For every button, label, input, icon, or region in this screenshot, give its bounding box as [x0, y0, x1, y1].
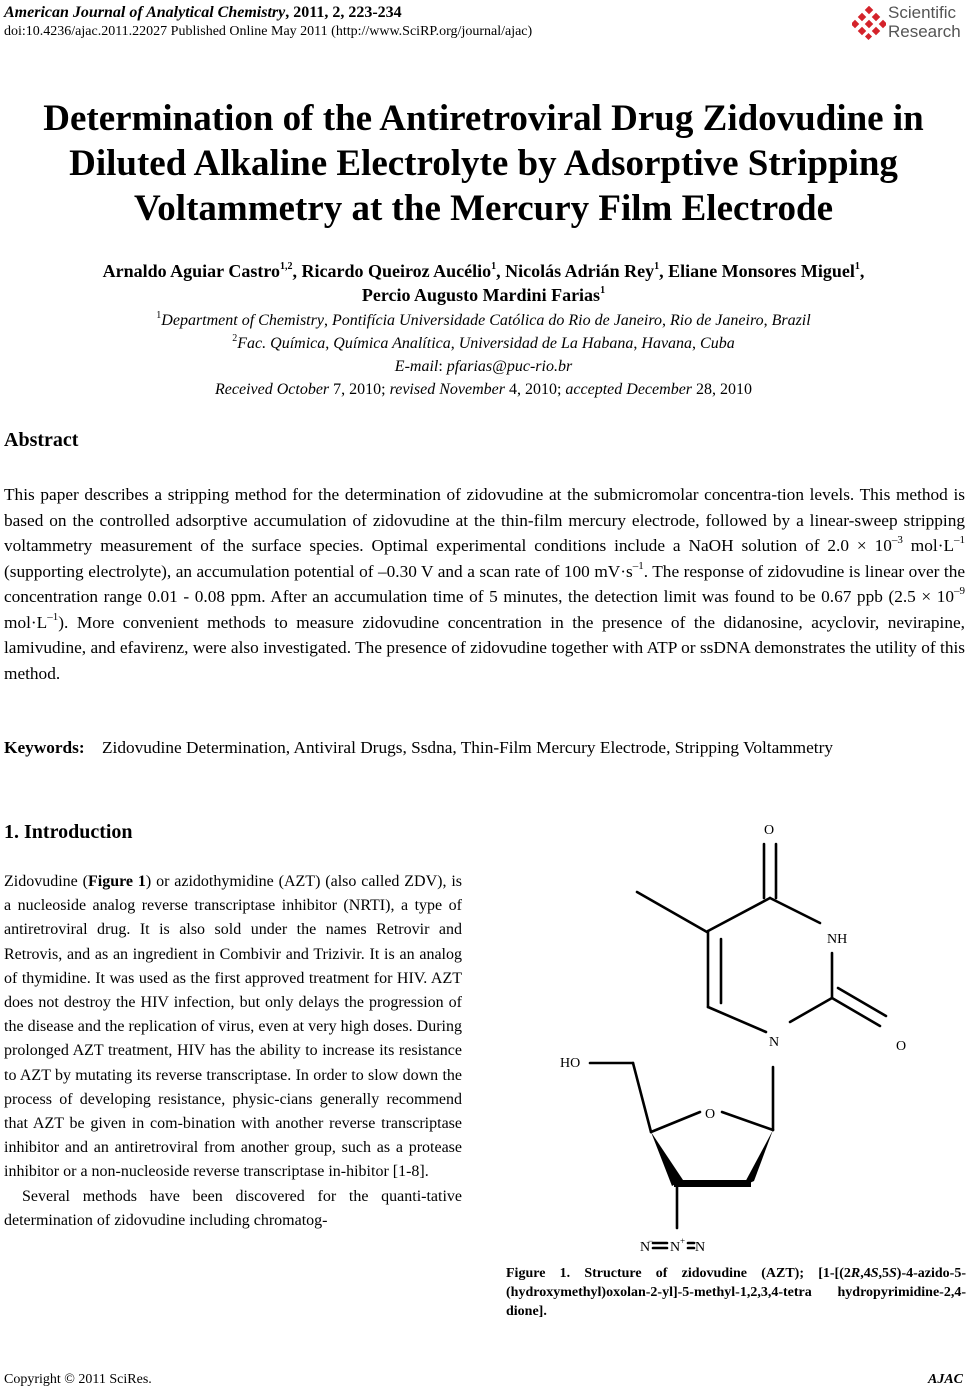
paragraph: Several methods have been discovered for the quanti-tative determination of zidovudine including chromatog- — [4, 1187, 462, 1229]
doi-line: doi:10.4236/ajac.2011.22027 Published Online May 2011 (http://www.SciRP.org/journal/ajac) — [4, 24, 533, 39]
ring-bond — [770, 898, 820, 923]
email-label: E-mail — [394, 358, 439, 375]
revised-date: 4, 2010; — [504, 381, 566, 398]
figure-caption — [506, 1264, 966, 1321]
scientific-research-logo — [852, 2, 967, 44]
accepted-date: 28, 2010 — [692, 381, 753, 398]
abstract-body — [4, 482, 965, 686]
running-header — [4, 3, 824, 41]
hydroxymethyl-bond — [633, 1063, 651, 1132]
caption-text: S — [889, 1266, 897, 1281]
affiliation-1: $^1$Department of Chemistry, Pontifícia Universidade Católica do Rio de Janeiro, Rio de Janeiro, Brazil — [156, 309, 811, 329]
logo-wordmark — [888, 3, 961, 41]
author-name: Percio Augusto Mardini Farias — [361, 285, 601, 305]
journal-issue: , 2011, 2, 223-234 — [285, 4, 402, 21]
caption-text: S — [870, 1266, 879, 1281]
author-name: , Ricardo Queiroz Aucélio — [292, 261, 492, 281]
affiliation-department: Química Analítica — [333, 335, 451, 352]
revised-label: revised November — [389, 381, 505, 398]
title-line-2: Diluted Alkaline Electrolyte by Adsorptive Stripping — [69, 143, 898, 184]
affiliation-city: Rio de Janeiro — [669, 312, 764, 329]
title-line-3: Voltammetry at the Mercury Film Electrode — [133, 188, 833, 229]
introduction-body — [4, 870, 462, 1233]
introduction-heading: 1. Introduction — [4, 821, 133, 843]
caption-text: R — [850, 1266, 861, 1281]
carbonyl-bond — [832, 998, 880, 1026]
paragraph-text: ) or azidothymidine (AZT) (also called ZDV), is a nucleoside analog reverse transcriptase inhibitor (NRTI), a type of antiretroviral drug. It is also sold under the names Retrovir and Retrovis, and as an ingredient in Combivir and Trizivir. It is an analog of thymidine. It was used as the first approved treatment for HIV. AZT does not destroy the HIV infection, but only delays the progression of the disease and the replication of virus, even at very high doses. During prolonged AZT treatment, HIV has the ability to increase its resistance to AZT by mutating its reverse transcriptase. In order to slow down the process of developing resistance, physic-cians generally recommend that AZT be given in com-bination with another reverse transcriptase inhibitor and an antiretroviral from another group, such as a protease inhibitor or a non-nucleoside reverse transcriptase in-hibitor [1-8]. — [4, 873, 463, 1181]
superscript: –1 — [47, 610, 59, 623]
author-line-1 — [0, 259, 967, 283]
author-separator: , — [859, 261, 865, 281]
affiliation-university: Pontifícia Universidade Católica do Rio de Janeiro — [331, 312, 662, 329]
email-line: E-mail: pfarias@puc-rio.br — [394, 358, 573, 375]
superscript: –1 — [632, 559, 644, 572]
received-label: Received October — [214, 381, 330, 398]
journal-citation — [4, 3, 824, 23]
journal-abbreviation: AJAC — [927, 1372, 963, 1387]
affiliation-country: Cuba — [700, 335, 735, 352]
affiliation-marker: 1 — [854, 261, 860, 272]
affiliation-marker: 1 — [654, 261, 660, 272]
sugar-bond — [651, 1112, 700, 1132]
ring-bond — [790, 998, 832, 1022]
affiliation-2: $^2$Fac. Química, Química Analítica, Universidad de La Habana, Havana, Cuba — [232, 332, 735, 352]
affiliation-marker: 1 — [600, 285, 606, 296]
affiliation-city: Havana — [641, 335, 693, 352]
dates-line — [0, 379, 967, 400]
paragraph-text: Zidovudine ( — [4, 873, 88, 890]
atom-label: N — [670, 1240, 681, 1255]
superscript: –9 — [954, 585, 965, 598]
superscript: –1 — [954, 534, 965, 547]
wedge-bond — [743, 1130, 773, 1186]
journal-name: American Journal of Analytical Chemistry — [4, 4, 286, 21]
paragraph — [4, 870, 462, 1185]
abstract-text: . The response of zidovudine is linear over the concentration range 0.01 - 0.08 ppm. After an accumulation time of 5 minutes, the detection limit was found to be 0.67 ppb (2.5 × 10 — [4, 561, 965, 606]
caption-text: Figure 1. Structure of zidovudine (AZT); [1-[(2 — [506, 1266, 851, 1281]
author-list — [0, 259, 967, 307]
atom-label: N — [769, 1035, 780, 1050]
atom-label: O — [764, 823, 775, 838]
author-name: Arnaldo Aguiar Castro — [102, 261, 280, 281]
abstract-heading: Abstract — [4, 429, 79, 451]
zidovudine-structure-figure — [540, 810, 960, 1270]
title-line-1: Determination of the Antiretroviral Drug Zidovudine in — [43, 98, 924, 139]
caption-text: ,4 — [860, 1266, 871, 1281]
atom-label: HO — [560, 1056, 581, 1071]
affiliation-marker: 1,2 — [280, 261, 293, 272]
abstract-text: (supporting electrolyte), an accumulation potential of –0.30 V and a scan rate of 100 mV·s — [4, 561, 633, 581]
keywords-text: Zidovudine Determination, Antiviral Drugs, Ssdna, Thin-Film Mercury Electrode, Stripping Voltammetry — [102, 738, 833, 757]
copyright-notice: Copyright © 2011 SciRes. — [4, 1372, 152, 1387]
atom-label: NH — [827, 932, 848, 947]
affiliation-country: Brazil — [771, 312, 811, 329]
abstract-text: mol·L — [4, 612, 48, 632]
author-name: , Nicolás Adrián Rey — [496, 261, 655, 281]
email-address[interactable]: pfarias@puc-rio.br — [446, 358, 573, 375]
affiliation-department: Department of Chemistry — [161, 312, 324, 329]
charge-label: − — [648, 1236, 654, 1246]
affiliation-number: 2 — [232, 332, 238, 344]
affiliation-marker: 1 — [491, 261, 497, 272]
ring-bond — [708, 898, 770, 931]
wedge-bond — [674, 1180, 751, 1187]
ring-bond — [708, 1007, 766, 1032]
affiliation-university: Universidad de La Habana — [458, 335, 634, 352]
abstract-text: This paper describes a stripping method for the determination of zidovudine at the submicromolar concentra-tion levels. This method is based on the controlled adsorptive accumulation of zidovudine at the thin-film mercury electrode, followed by a linear-sweep stripping voltammetry measurement of the surface species. Optimal experimental conditions include a NaOH solution of 2.0 × 10 — [4, 485, 965, 555]
keywords-label: Keywords: — [4, 738, 85, 757]
logo-line-2: Research — [888, 22, 961, 41]
atom-label: N — [640, 1240, 651, 1255]
wedge-bond — [651, 1132, 683, 1186]
atom-label: O — [705, 1107, 716, 1122]
author-name: , Eliane Monsores Miguel — [659, 261, 855, 281]
atom-label: O — [896, 1039, 907, 1054]
methyl-bond — [637, 892, 707, 932]
sugar-bond — [722, 1112, 773, 1130]
superscript: –3 — [891, 534, 903, 547]
abstract-text: ). More convenient methods to measure zidovudine concentration in the presence of the didanosine, acyclovir, nevirapine, lamivudine, and efavirenz, were also investigated. The presence of zidovudine together with ATP or ssDNA demonstrates the utility of this method. — [4, 612, 965, 683]
figure-reference[interactable]: Figure 1 — [87, 873, 146, 890]
charge-label: + — [680, 1236, 686, 1246]
accepted-label: accepted December — [565, 381, 693, 398]
atom-label: N — [695, 1240, 706, 1255]
abstract-text: mol·L — [902, 536, 954, 555]
affiliation-number: 1 — [156, 309, 162, 321]
received-date: 7, 2010; — [329, 381, 390, 398]
affiliation-faculty: Fac. Química — [237, 335, 326, 352]
logo-line-1: Scientific — [888, 3, 957, 22]
caption-text: ,5 — [878, 1266, 889, 1281]
carbonyl-bond — [838, 988, 886, 1016]
paper-title — [0, 96, 967, 231]
caption-text: )-4-azido-5-(hydroxymethyl)oxolan-2-yl]-5-methyl-1,2,3,4-tetra hydropyrimidine-2,4-dione]. — [506, 1266, 966, 1319]
publisher-logo-icon — [852, 6, 886, 40]
author-line-2 — [0, 283, 967, 307]
